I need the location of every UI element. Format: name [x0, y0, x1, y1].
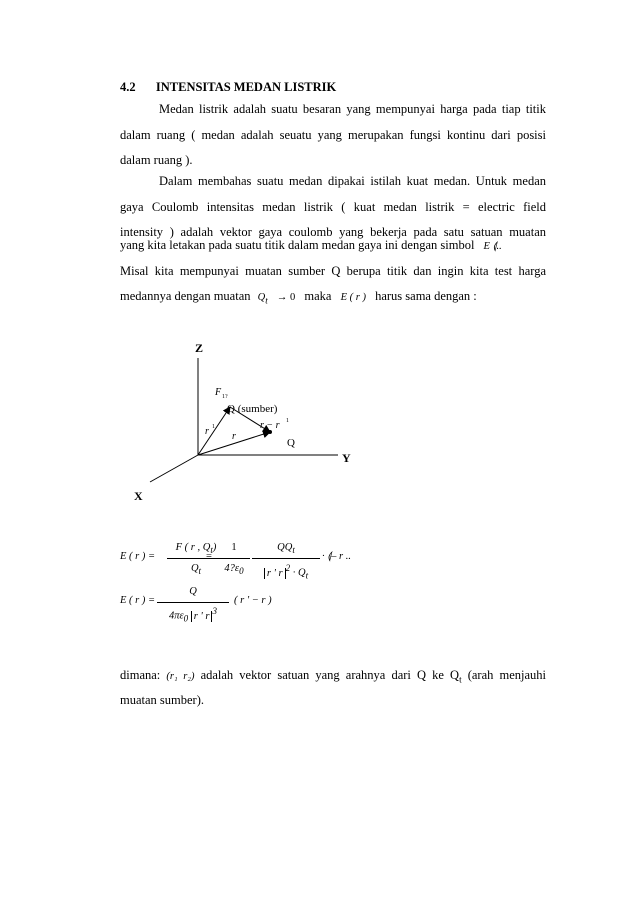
equation-1-lhs: E ( r ) =: [120, 551, 156, 562]
paragraph-2-line-4-text: yang kita letakan pada suatu titik dalam medan gaya ini dengan simbol: [120, 238, 475, 252]
paragraph-2-line-1: Dalam membahas suatu medan dipakai istilah kuat medan. Untuk medan: [159, 174, 546, 188]
frac2-den-text: 4?ε: [224, 563, 240, 574]
section-heading: [120, 80, 336, 95]
q-label: Q: [287, 437, 295, 449]
equation-1-frac2-numerator: 1: [231, 542, 237, 553]
frac2-den-sub: 0: [239, 566, 244, 577]
frac3-den-exp: 2: [285, 563, 291, 573]
frac3-den-abs: r ' r: [264, 568, 286, 579]
section-title: INTENSITAS MEDAN LISTRIK: [155, 80, 337, 94]
r-label: r: [232, 431, 236, 442]
closing-vector-expression: (r₁ r₂): [166, 671, 195, 682]
equation-2-denominator: [157, 606, 229, 624]
equation-1-frac1-bar: [167, 558, 225, 559]
frac3-den-tail-sub: t: [305, 570, 309, 581]
frac1-den-sub: t: [198, 566, 202, 577]
frac3-den-tail: · Q: [292, 567, 306, 579]
paragraph-3-line-2: [120, 284, 477, 314]
section-number: 4.2: [120, 80, 136, 94]
arrow-zero: → 0: [276, 292, 296, 303]
frac1-num-sub: t: [210, 545, 213, 556]
equation-1-frac3-numerator: [252, 542, 320, 555]
r-minus-r1-label: r − r: [260, 420, 280, 431]
y-axis-label: Y: [342, 451, 351, 465]
closing-subscript: t: [459, 674, 462, 685]
x-axis-label: X: [134, 489, 143, 503]
equation-2-rhs: ( r ' − r ): [234, 595, 272, 606]
frac1-num-end: ): [212, 542, 217, 553]
equation-1-frac1-denominator: [167, 563, 225, 576]
r-minus-r1-superscript: 1: [286, 418, 289, 424]
z-axis-label: Z: [195, 341, 204, 355]
eq2-den-text: 4πε: [169, 610, 184, 622]
equation-1-frac2-denominator: [218, 563, 250, 576]
equation-2-numerator: Q: [189, 586, 197, 597]
equation-1-frac3-denominator: [252, 563, 320, 581]
e-of-r: E ( r ): [340, 292, 366, 303]
equation-1-frac2-bar: [218, 558, 250, 559]
x-axis: [150, 455, 198, 482]
e-symbol: E ⟬..: [483, 241, 502, 252]
equation-2-bar: [157, 602, 229, 603]
source-label: Q (sumber): [227, 403, 278, 415]
paragraph-2-line-2: gaya Coulomb intensitas medan listrik ( kuat medan listrik = electric field: [120, 199, 546, 214]
closing-prefix: dimana:: [120, 668, 161, 682]
vector-r1: [198, 407, 230, 455]
vector-diagram: [120, 330, 380, 510]
eq2-den-exp: 3: [212, 606, 217, 616]
frac1-den-text: Q: [190, 563, 199, 574]
force-label: F: [215, 387, 222, 398]
paragraph-3-suffix: harus sama dengan :: [375, 289, 477, 303]
equation-1-equals: =: [206, 551, 212, 562]
r1-label: r: [205, 426, 209, 437]
paragraph-2-line-3: intensity ) adalah vektor gaya coulomb yang bekerja pada satu satuan muatan: [120, 225, 546, 239]
closing-middle: adalah vektor satuan yang arahnya dari Q ke Q: [200, 668, 460, 682]
paragraph-1-line-3: dalam ruang ).: [120, 153, 193, 167]
force-subscript: 1?: [222, 394, 228, 400]
eq2-den-sub: 0: [183, 613, 189, 624]
qt-subscript: t: [265, 295, 268, 306]
frac1-num-text: F ( r , Q: [175, 542, 211, 553]
closing-line-2: muatan sumber).: [120, 693, 205, 707]
equation-1-frac3-bar: [252, 558, 320, 559]
frac3-num-sub: t: [292, 545, 295, 556]
paragraph-3-prefix: medannya dengan muatan: [120, 289, 251, 303]
closing-end: (arah menjauhi: [467, 668, 546, 682]
paragraph-2-line-4: [120, 233, 502, 260]
equation-2-lhs: E ( r ) =: [120, 595, 156, 606]
qt-symbol: Q: [257, 292, 266, 303]
maka-text: maka: [304, 289, 332, 303]
paragraph-1-line-1: Medan listrik adalah suatu besaran yang mempunyai harga pada tiap titik: [159, 102, 546, 116]
paragraph-1: [120, 97, 546, 148]
eq2-den-abs: r ' r: [191, 611, 213, 622]
paragraph-1-line-2: dalam ruang ( medan adalah seuatu yang merupakan fungsi kontinu dari posisi: [120, 127, 546, 142]
equation-1-tail: · ⟬– r ..: [322, 551, 351, 562]
r1-superscript: 1: [212, 424, 215, 430]
frac3-num-text: QQ: [277, 542, 293, 553]
paragraph-3-line-1: Misal kita mempunyai muatan sumber Q berupa titik dan ingin kita test harga: [120, 264, 546, 278]
equation-1-frac1-numerator: [167, 542, 225, 555]
